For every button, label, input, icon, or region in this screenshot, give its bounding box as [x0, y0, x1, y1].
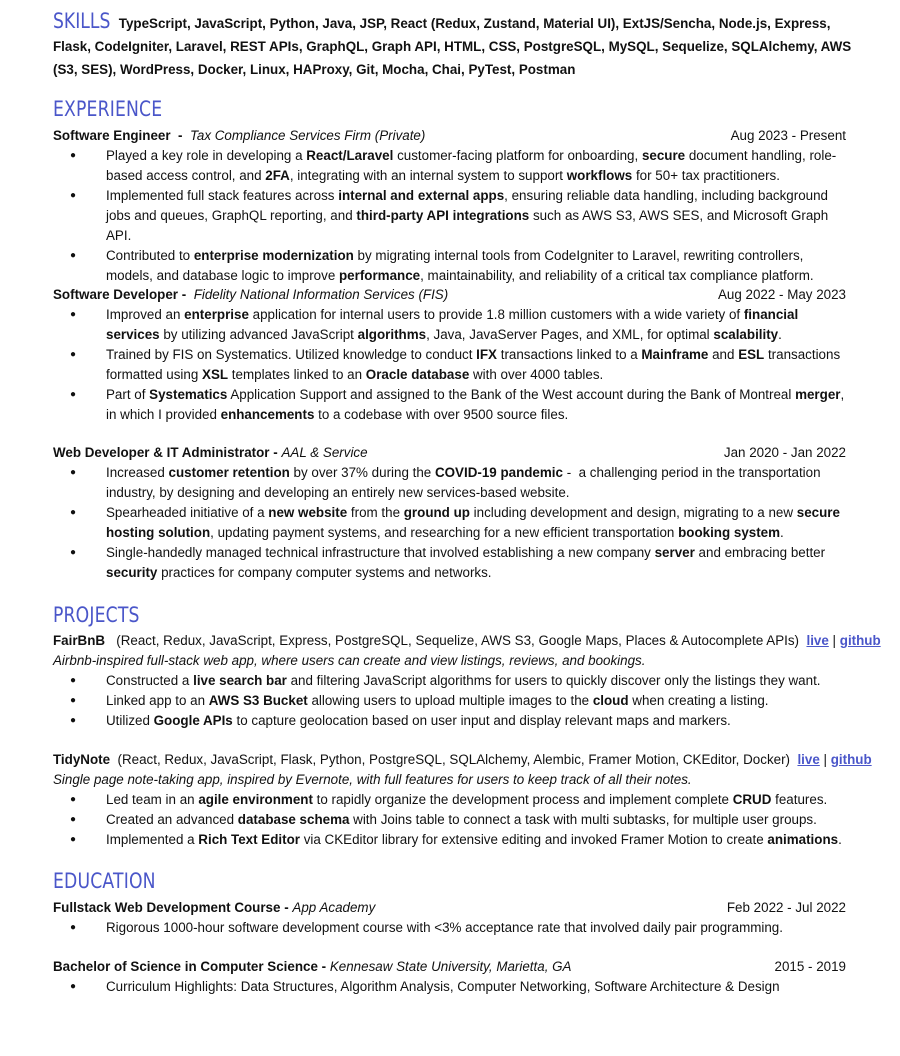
- job-company: Fidelity National Information Services (FIS): [193, 287, 449, 302]
- skills-heading: SKILLS: [53, 9, 111, 33]
- job-dates: Jan 2020 - Jan 2022: [723, 445, 846, 460]
- project-bullet: ● Created an advanced database schema with Joins table to connect a task with multi subtasks, for multiple user groups.: [53, 810, 846, 830]
- education-dates: Feb 2022 - Jul 2022: [726, 900, 846, 915]
- project-bullet: ● Implemented a Rich Text Editor via CKEditor library for extensive editing and invoked Framer Motion to create animations.: [53, 830, 846, 850]
- education-degree: Fullstack Web Development Course: [53, 900, 281, 915]
- project-live-link[interactable]: live: [797, 752, 820, 767]
- project-stack: (React, Redux, JavaScript, Express, PostgreSQL, Sequelize, AWS S3, Google Maps, Places & Autocomplete APIs): [116, 633, 800, 648]
- job-role: Software Developer: [53, 287, 179, 302]
- experience-heading: EXPERIENCE: [53, 97, 163, 121]
- job-entry: Software Engineer - Tax Compliance Services Firm (Private) Aug 2023 - Present ● Played a key role in developing a React/Laravel customer-facing platform for onboarding, secure document handling, role-based access control, and 2FA, integrating with an internal system to support workflows for 50+ tax practitioners. ● Implemented full stack features across internal and external apps, ensuring reliable data handling, including background jobs and queues, GraphQL reporting, and third-party API integrations such as AWS S3, AWS SES, and Microsoft Graph API. ● Contributed to enterprise modernization by migrating internal tools from CodeIgniter to Laravel, rewriting controllers, models, and database logic to improve performance, maintainability, and reliability of a critical tax compliance platform.: [53, 126, 846, 286]
- job-entry: Web Developer & IT Administrator - AAL & Service Jan 2020 - Jan 2022 ● Increased customer retention by over 37% during the COVID-19 pandemic - a challenging period in the transportation industry, by designing and developing an entirely new services-based website. ● Spearheaded initiative of a new website from the ground up including development and design, migrating to a new secure hosting solution, updating payment systems, and researching for a new efficient transportation booking system. ● Single-handedly managed technical infrastructure that involved establishing a new company server and embracing better security practices for company computer systems and networks.: [53, 443, 846, 583]
- project-name: FairBnB: [53, 633, 106, 648]
- education-school: App Academy: [292, 900, 376, 915]
- project-description: Airbnb-inspired full-stack web app, where users can create and view listings, reviews, and bookings.: [53, 653, 646, 668]
- job-entry: Software Developer - Fidelity National Information Services (FIS) Aug 2022 - May 2023 ● Improved an enterprise application for internal users to provide 1.8 million customers with a wide variety of financial services by utilizing advanced JavaScript algorithms, Java, JavaServer Pages, and XML, for optimal scalability. ● Trained by FIS on Systematics. Utilized knowledge to conduct IFX transactions linked to a Mainframe and ESL transactions formatted using XSL templates linked to an Oracle database with over 4000 tables. ● Part of Systematics Application Support and assigned to the Bank of the West account during the Bank of Montreal merger, in which I provided enhancements to a codebase with over 9500 source files.: [53, 285, 846, 425]
- job-bullet: ● Trained by FIS on Systematics. Utilized knowledge to conduct IFX transactions linked to a Mainframe and ESL transactions formatted using XSL templates linked to an Oracle database with over 4000 tables.: [53, 345, 846, 385]
- project-bullet: ● Led team in an agile environment to rapidly organize the development process and implement complete CRUD features.: [53, 790, 846, 810]
- job-bullet: ● Single-handedly managed technical infrastructure that involved establishing a new company server and embracing better security practices for company computer systems and networks.: [53, 543, 846, 583]
- project-stack: (React, Redux, JavaScript, Flask, Python, PostgreSQL, SQLAlchemy, Alembic, Framer Motion, CKEditor, Docker): [117, 752, 790, 767]
- education-bullet: ● Rigorous 1000-hour software development course with <3% acceptance rate that involved daily pair programming.: [53, 918, 846, 938]
- education-dates: 2015 - 2019: [774, 959, 846, 974]
- project-github-link[interactable]: github: [839, 633, 881, 648]
- project-entry: TidyNote (React, Redux, JavaScript, Flask, Python, PostgreSQL, SQLAlchemy, Alembic, Framer Motion, CKEditor, Docker) live | github Single page note-taking app, inspired by Evernote, with full features for users to keep track of all their notes. ● Led team in an agile environment to rapidly organize the development process and implement complete CRUD features. ● Created an advanced database schema with Joins table to connect a task with multi subtasks, for multiple user groups. ● Implemented a Rich Text Editor via CKEditor library for extensive editing and invoked Framer Motion to create animations.: [53, 750, 846, 850]
- education-bullet: ● Curriculum Highlights: Data Structures, Algorithm Analysis, Computer Networking, Software Architecture & Design: [53, 977, 846, 997]
- project-bullet: ● Utilized Google APIs to capture geolocation based on user input and display relevant maps and markers.: [53, 711, 846, 731]
- job-company: AAL & Service: [281, 445, 368, 460]
- education-entry: Bachelor of Science in Computer Science - Kennesaw State University, Marietta, GA 2015 - 2019 ● Curriculum Highlights: Data Structures, Algorithm Analysis, Computer Networking, Software Architecture & Design: [53, 957, 846, 997]
- education-degree: Bachelor of Science in Computer Science: [53, 959, 318, 974]
- education-school: Kennesaw State University, Marietta, GA: [329, 959, 572, 974]
- project-description: Single page note-taking app, inspired by Evernote, with full features for users to keep track of all their notes.: [53, 772, 692, 787]
- project-github-link[interactable]: github: [830, 752, 872, 767]
- job-bullet: ● Contributed to enterprise modernization by migrating internal tools from CodeIgniter to Laravel, rewriting controllers, models, and database logic to improve performance, maintainability, and reliability of a critical tax compliance platform.: [53, 246, 846, 286]
- project-entry: FairBnB (React, Redux, JavaScript, Express, PostgreSQL, Sequelize, AWS S3, Google Maps, Places & Autocomplete APIs) live | github Airbnb-inspired full-stack web app, where users can create and view listings, reviews, and bookings. ● Constructed a live search bar and filtering JavaScript algorithms for users to quickly discover only the listings they want. ● Linked app to an AWS S3 Bucket allowing users to upload multiple images to the cloud when creating a listing. ● Utilized Google APIs to capture geolocation based on user input and display relevant maps and markers.: [53, 631, 846, 731]
- job-bullet: ● Part of Systematics Application Support and assigned to the Bank of the West account during the Bank of Montreal merger, in which I provided enhancements to a codebase with over 9500 source files.: [53, 385, 846, 425]
- job-dates: Aug 2022 - May 2023: [717, 287, 846, 302]
- projects-heading: PROJECTS: [53, 603, 140, 627]
- job-bullet: ● Improved an enterprise application for internal users to provide 1.8 million customers with a wide variety of financial services by utilizing advanced JavaScript algorithms, Java, JavaServer Pages, and XML, for optimal scalability.: [53, 305, 846, 345]
- project-live-link[interactable]: live: [806, 633, 829, 648]
- job-bullet: ● Played a key role in developing a React/Laravel customer-facing platform for onboarding, secure document handling, role-based access control, and 2FA, integrating with an internal system to support workflows for 50+ tax practitioners.: [53, 146, 846, 186]
- education-entry: Fullstack Web Development Course - App Academy Feb 2022 - Jul 2022 ● Rigorous 1000-hour software development course with <3% acceptance rate that involved daily pair programming.: [53, 898, 846, 938]
- project-name: TidyNote: [53, 752, 111, 767]
- education-heading: EDUCATION: [53, 869, 156, 893]
- project-bullet: ● Constructed a live search bar and filtering JavaScript algorithms for users to quickly discover only the listings they want.: [53, 671, 846, 691]
- job-bullet: ● Spearheaded initiative of a new website from the ground up including development and design, migrating to a new secure hosting solution, updating payment systems, and researching for a new efficient transportation booking system.: [53, 503, 846, 543]
- job-role: Software Engineer: [53, 128, 171, 143]
- job-role: Web Developer & IT Administrator: [53, 445, 270, 460]
- skills-list: TypeScript, JavaScript, Python, Java, JSP, React (Redux, Zustand, Material UI), ExtJS/Sencha, Node.js, Express, Flask, CodeIgniter, Laravel, REST APIs, GraphQL, Graph API, HTML, CSS, PostgreSQL, MySQL, Sequelize, SQLAlchemy, AWS (S3, SES), WordPress, Docker, Linux, HAProxy, Git, Mocha, Chai, PyTest, Postman: [53, 16, 852, 77]
- job-bullet: ● Increased customer retention by over 37% during the COVID-19 pandemic - a challenging period in the transportation industry, by designing and developing an entirely new services-based website.: [53, 463, 846, 503]
- project-bullet: ● Linked app to an AWS S3 Bucket allowing users to upload multiple images to the cloud when creating a listing.: [53, 691, 846, 711]
- job-bullet: ● Implemented full stack features across internal and external apps, ensuring reliable data handling, including background jobs and queues, GraphQL reporting, and third-party API integrations such as AWS S3, AWS SES, and Microsoft Graph API.: [53, 186, 846, 246]
- skills-section: [53, 10, 853, 81]
- job-company: Tax Compliance Services Firm (Private): [189, 128, 426, 143]
- job-dates: Aug 2023 - Present: [730, 128, 846, 143]
